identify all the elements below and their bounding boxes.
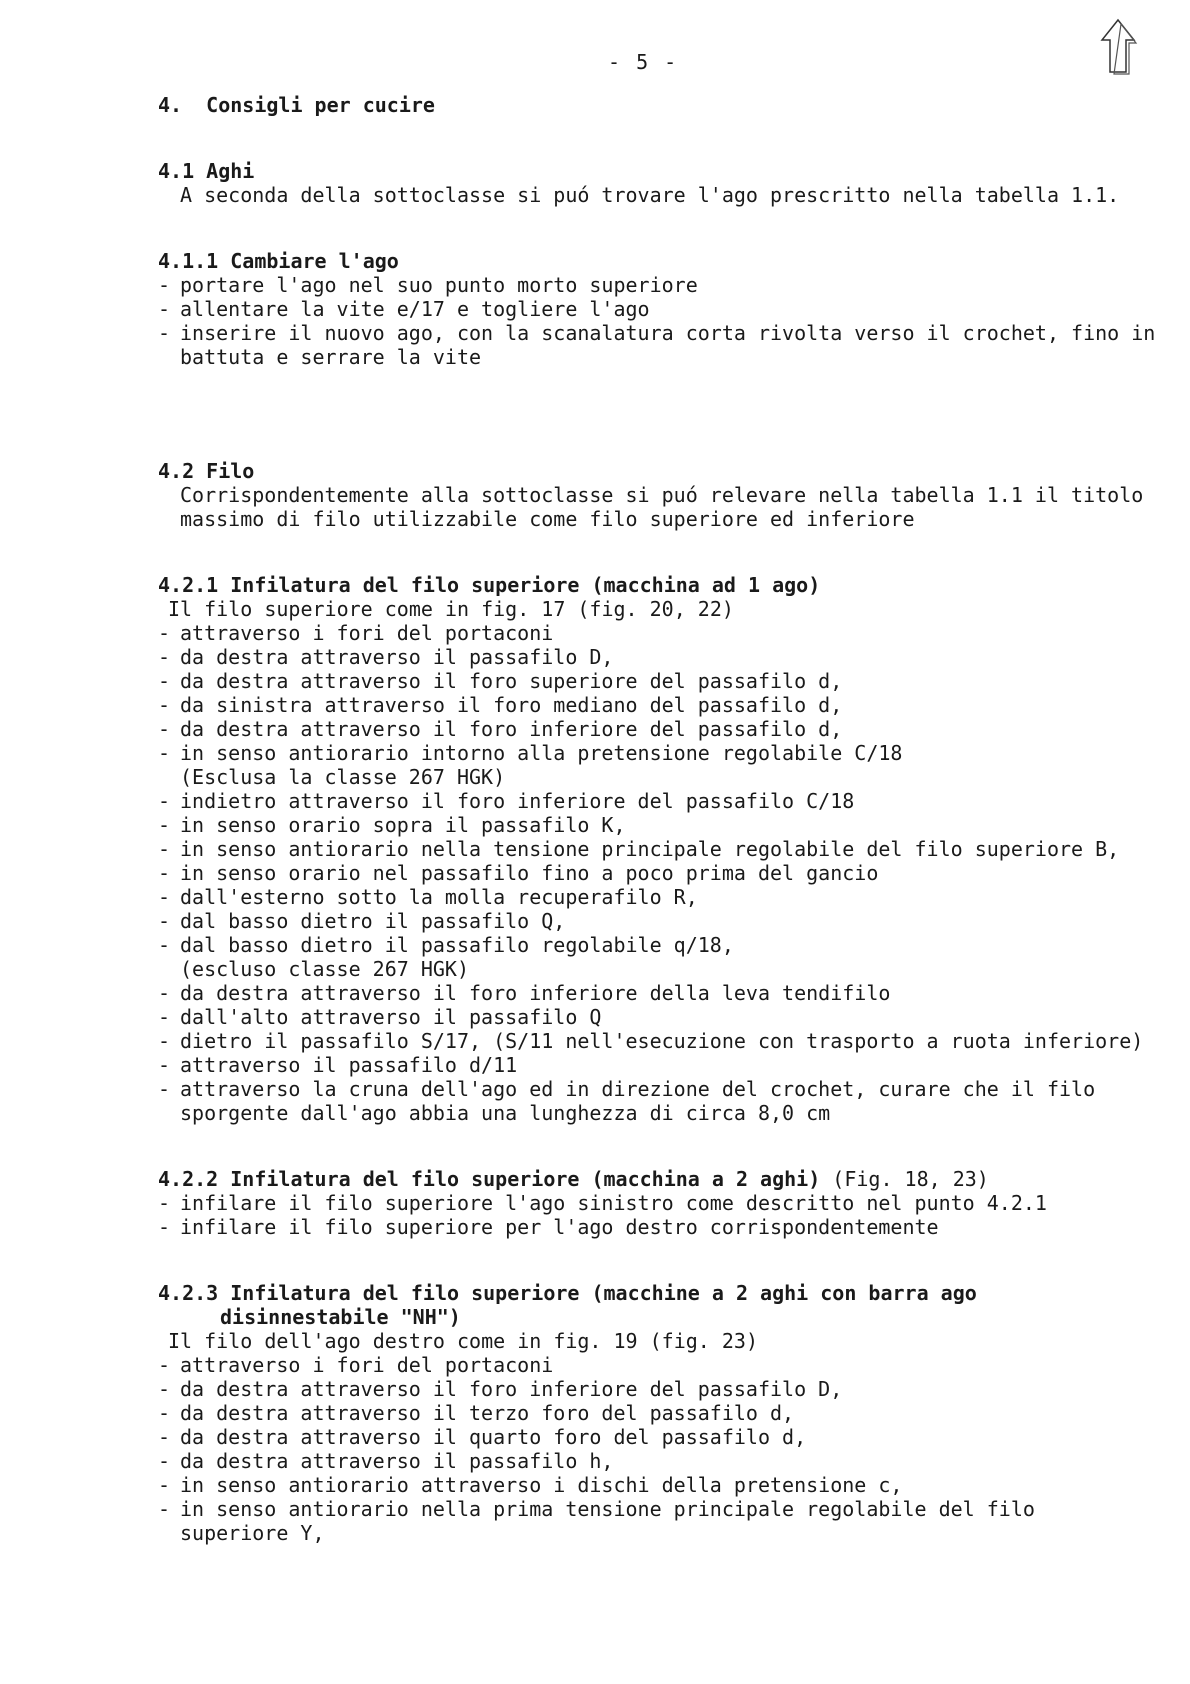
section-4-2-1-intro: Il filo superiore come in fig. 17 (fig. 20, 22): [168, 597, 734, 621]
list-item-continuation: superiore Y,: [180, 1521, 325, 1545]
list-item: - in senso antiorario intorno alla pretensione regolabile C/18: [158, 741, 903, 765]
list-item: - da destra attraverso il passafilo h,: [158, 1449, 614, 1473]
up-arrow-icon[interactable]: [1098, 18, 1138, 76]
list-item: - in senso orario nel passafilo fino a poco prima del gancio: [158, 861, 879, 885]
section-4-2-title: 4.2 Filo: [158, 459, 255, 483]
list-item-note: (Esclusa la classe 267 HGK): [180, 765, 506, 789]
section-4-2-3-title-cont: disinnestabile "NH"): [220, 1305, 461, 1329]
list-item: - in senso orario sopra il passafilo K,: [158, 813, 626, 837]
list-item: - allentare la vite e/17 e togliere l'ago: [158, 297, 650, 321]
section-4-title: 4. Consigli per cucire: [158, 93, 435, 117]
list-item: - in senso antiorario nella tensione principale regolabile del filo superiore B,: [158, 837, 1120, 861]
section-4-2-2-title: 4.2.2 Infilatura del filo superiore (macchina a 2 aghi) (Fig. 18, 23): [158, 1167, 989, 1191]
list-item-continuation: sporgente dall'ago abbia una lunghezza di circa 8,0 cm: [180, 1101, 831, 1125]
list-item: - da destra attraverso il foro inferiore del passafilo D,: [158, 1377, 843, 1401]
list-item: - portare l'ago nel suo punto morto superiore: [158, 273, 698, 297]
figure-reference: (Fig. 18, 23): [820, 1167, 989, 1191]
section-4-2-text-1: Corrispondentemente alla sottoclasse si puó relevare nella tabella 1.1 il titolo: [180, 483, 1144, 507]
list-item: - attraverso il passafilo d/11: [158, 1053, 518, 1077]
list-item-note: (escluso classe 267 HGK): [180, 957, 469, 981]
document-body: [158, 93, 1158, 1545]
section-4-2-3-intro: Il filo dell'ago destro come in fig. 19 (fig. 23): [168, 1329, 759, 1353]
list-item: - dal basso dietro il passafilo regolabile q/18,: [158, 933, 734, 957]
list-item: - da destra attraverso il foro superiore del passafilo d,: [158, 669, 843, 693]
list-item: - dall'alto attraverso il passafilo Q: [158, 1005, 602, 1029]
list-item: - attraverso i fori del portaconi: [158, 621, 554, 645]
section-4-2-3-title: 4.2.3 Infilatura del filo superiore (macchine a 2 aghi con barra ago: [158, 1281, 977, 1305]
list-item: - dal basso dietro il passafilo Q,: [158, 909, 566, 933]
list-item: - attraverso la cruna dell'ago ed in direzione del crochet, curare che il filo: [158, 1077, 1096, 1101]
list-item: - da destra attraverso il terzo foro del passafilo d,: [158, 1401, 795, 1425]
list-item: - da destra attraverso il foro inferiore del passafilo d,: [158, 717, 843, 741]
list-item: - da sinistra attraverso il foro mediano del passafilo d,: [158, 693, 843, 717]
list-item: - infilare il filo superiore per l'ago destro corrispondentemente: [158, 1215, 939, 1239]
list-item: - inserire il nuovo ago, con la scanalatura corta rivolta verso il crochet, fino in: [158, 321, 1156, 345]
list-item: - da destra attraverso il quarto foro del passafilo d,: [158, 1425, 807, 1449]
section-4-1-title: 4.1 Aghi: [158, 159, 255, 183]
section-4-1-1-title: 4.1.1 Cambiare l'ago: [158, 249, 399, 273]
section-4-2-text-2: massimo di filo utilizzabile come filo superiore ed inferiore: [180, 507, 915, 531]
list-item: - in senso antiorario attraverso i dischi della pretensione c,: [158, 1473, 903, 1497]
list-item: - dietro il passafilo S/17, (S/11 nell'esecuzione con trasporto a ruota inferiore): [158, 1029, 1144, 1053]
list-item-continuation: battuta e serrare la vite: [180, 345, 482, 369]
list-item: - indietro attraverso il foro inferiore del passafilo C/18: [158, 789, 855, 813]
list-item: - in senso antiorario nella prima tensione principale regolabile del filo: [158, 1497, 1035, 1521]
section-4-2-1-title: 4.2.1 Infilatura del filo superiore (macchina ad 1 ago): [158, 573, 821, 597]
list-item: - attraverso i fori del portaconi: [158, 1353, 554, 1377]
list-item: - dall'esterno sotto la molla recuperafilo R,: [158, 885, 698, 909]
section-4-1-text: A seconda della sottoclasse si puó trovare l'ago prescritto nella tabella 1.1.: [180, 183, 1120, 207]
list-item: - da destra attraverso il foro inferiore della leva tendifilo: [158, 981, 891, 1005]
page-number: - 5 -: [608, 50, 679, 74]
list-item: - infilare il filo superiore l'ago sinistro come descritto nel punto 4.2.1: [158, 1191, 1047, 1215]
list-item: - da destra attraverso il passafilo D,: [158, 645, 614, 669]
